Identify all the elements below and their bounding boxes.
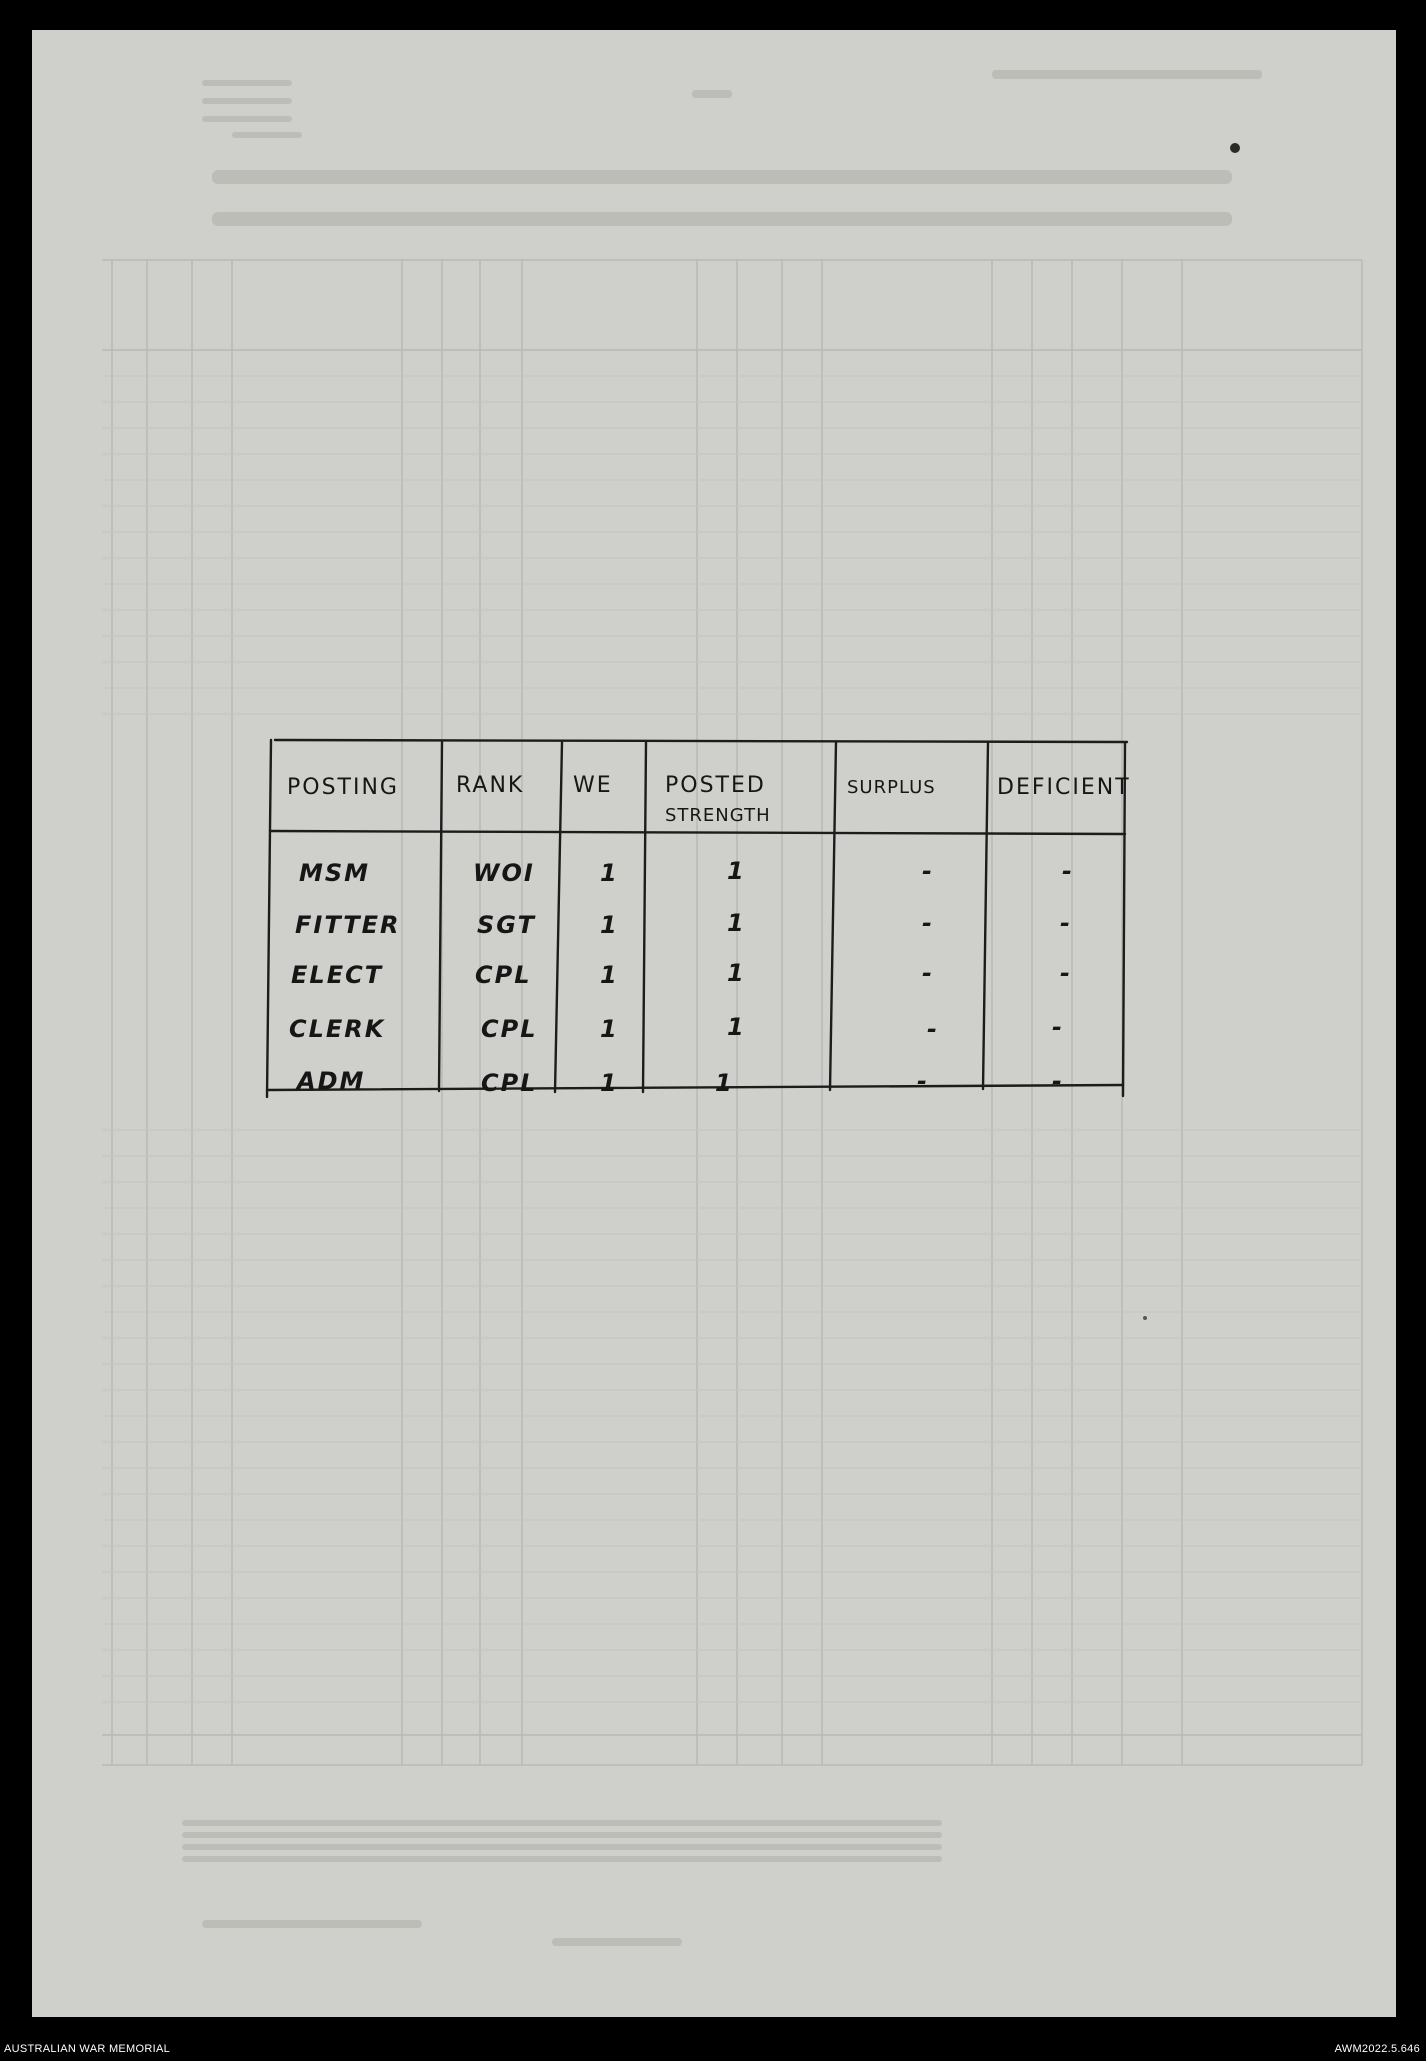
header-surplus: SURPLUS xyxy=(847,777,936,798)
cell-we: 1 xyxy=(600,911,619,939)
cell-we: 1 xyxy=(600,1069,619,1097)
cell-posting: CLERK xyxy=(289,1015,386,1043)
archive-caption-left: AUSTRALIAN WAR MEMORIAL xyxy=(4,2043,171,2055)
cell-rank: CPL xyxy=(481,1015,538,1043)
cell-we: 1 xyxy=(600,961,619,989)
cell-posted: 1 xyxy=(727,909,746,937)
cell-posting: MSM xyxy=(299,859,371,887)
cell-rank: CPL xyxy=(481,1069,538,1097)
cell-deficient: - xyxy=(1060,959,1072,987)
cell-posted: 1 xyxy=(715,1069,734,1097)
header-we: WE xyxy=(573,773,613,798)
document-page xyxy=(32,30,1396,2017)
header-deficient: DEFICIENT xyxy=(997,775,1131,800)
cell-surplus: - xyxy=(917,1067,929,1095)
cell-posted: 1 xyxy=(727,959,746,987)
cell-posting: ADM xyxy=(297,1067,366,1095)
cell-deficient: - xyxy=(1062,857,1074,885)
cell-we: 1 xyxy=(600,859,619,887)
cell-deficient: - xyxy=(1060,909,1072,937)
cell-deficient: - xyxy=(1052,1013,1064,1041)
header-posted: POSTED xyxy=(665,773,766,798)
cell-posting: FITTER xyxy=(295,911,401,939)
header-strength: STRENGTH xyxy=(665,805,771,826)
cell-rank: CPL xyxy=(475,961,532,989)
archive-caption-right: AWM2022.5.646 xyxy=(1334,2043,1420,2055)
cell-surplus: - xyxy=(922,909,934,937)
header-posting: POSTING xyxy=(287,775,399,800)
cell-posting: ELECT xyxy=(291,961,384,989)
cell-surplus: - xyxy=(922,959,934,987)
cell-posted: 1 xyxy=(727,1013,746,1041)
cell-posted: 1 xyxy=(727,857,746,885)
cell-we: 1 xyxy=(600,1015,619,1043)
cell-rank: WOI xyxy=(473,859,535,887)
cell-surplus: - xyxy=(927,1015,939,1043)
header-rank: RANK xyxy=(456,773,525,798)
cell-rank: SGT xyxy=(477,911,536,939)
cell-deficient: - xyxy=(1052,1067,1064,1095)
cell-surplus: - xyxy=(922,857,934,885)
handwritten-strength-table xyxy=(237,733,1132,1098)
